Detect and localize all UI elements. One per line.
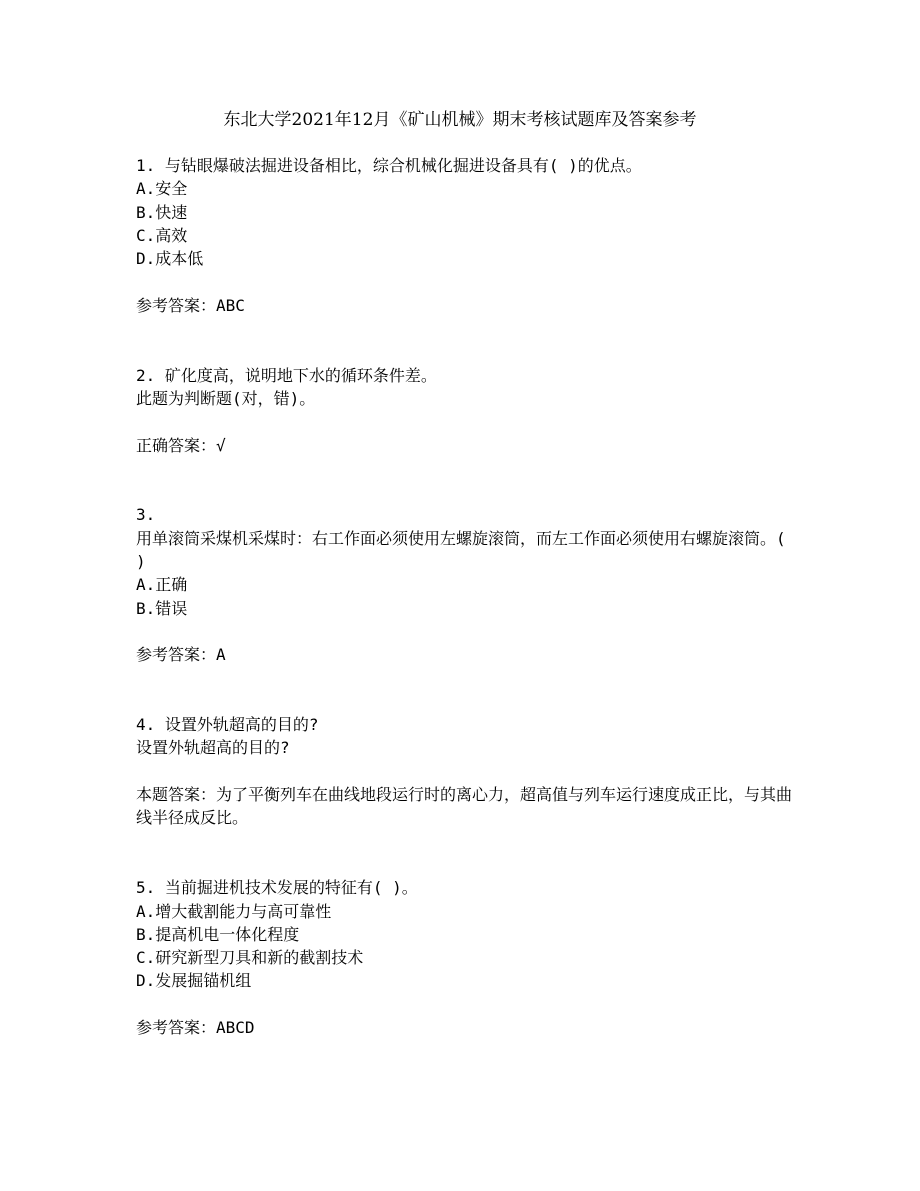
option-b: B.快速 — [136, 202, 188, 222]
question-3 — [136, 503, 796, 666]
option-b: B.错误 — [136, 598, 188, 618]
answer: 参考答案：A — [136, 645, 226, 665]
answer: 正确答案：√ — [136, 435, 226, 455]
question-note: 设置外轨超高的目的? — [136, 738, 290, 758]
option-c: C.研究新型刀具和新的截割技术 — [136, 948, 364, 968]
question-number: 3. — [136, 505, 156, 525]
option-a: A.正确 — [136, 575, 188, 595]
answer: 参考答案：ABC — [136, 295, 245, 315]
document-title: 东北大学2021年12月《矿山机械》期末考核试题库及答案参考 — [223, 110, 697, 130]
option-c: C.高效 — [136, 225, 188, 245]
question-stem: 2. 矿化度高，说明地下水的循环条件差。 — [136, 365, 437, 385]
option-d: D.成本低 — [136, 249, 204, 269]
question-4 — [136, 713, 796, 829]
question-stem: 用单滚筒采煤机采煤时：右工作面必须使用左螺旋滚筒，而左工作面必须使用右螺旋滚筒。( ) — [136, 528, 786, 572]
option-a: A.安全 — [136, 179, 188, 199]
question-2 — [136, 364, 796, 457]
question-5 — [136, 876, 796, 1039]
question-stem: 4. 设置外轨超高的目的? — [136, 715, 319, 735]
question-note: 此题为判断题(对，错)。 — [136, 388, 316, 408]
question-1 — [136, 154, 796, 317]
answer: 参考答案：ABCD — [136, 1017, 255, 1037]
option-d: D.发展掘锚机组 — [136, 971, 252, 991]
question-stem: 1. 与钻眼爆破法掘进设备相比，综合机械化掘进设备具有( )的优点。 — [136, 156, 642, 175]
question-stem: 5. 当前掘进机技术发展的特征有( )。 — [136, 878, 418, 898]
answer: 本题答案：为了平衡列车在曲线地段运行时的离心力，超高值与列车运行速度成正比，与其曲线半径成反比。 — [136, 785, 793, 828]
option-b: B.提高机电一体化程度 — [136, 924, 300, 944]
question-list — [136, 154, 796, 1039]
option-a: A.增大截割能力与高可靠性 — [136, 901, 332, 921]
